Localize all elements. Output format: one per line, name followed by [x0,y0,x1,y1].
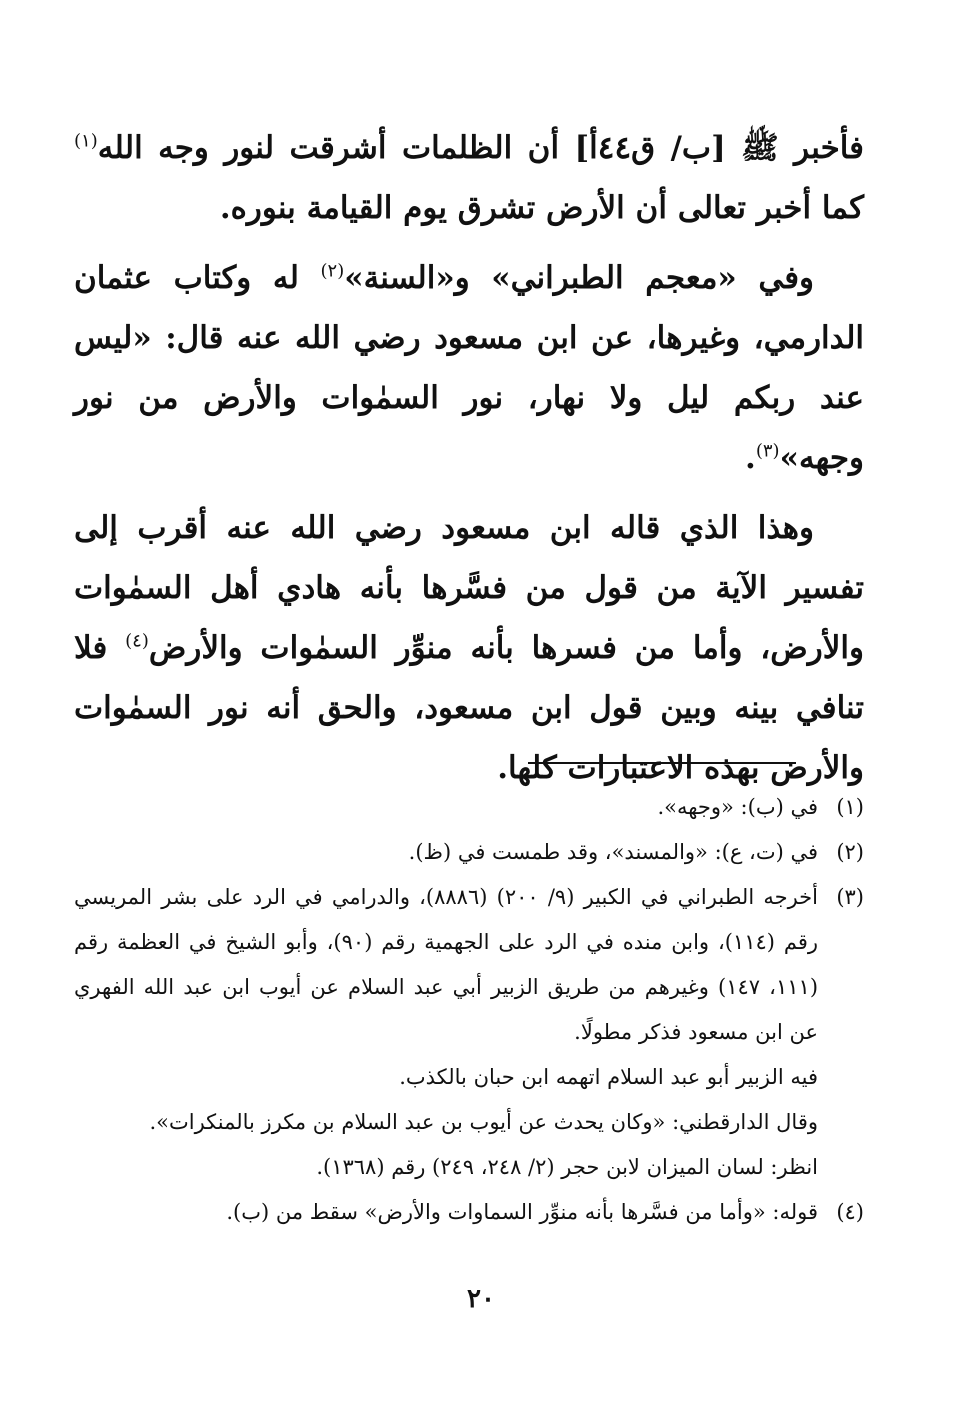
paragraph-2-text-b: له وكتاب عثمان الدارمي، وغيرها، عن ابن مسعود رضي الله عنه قال: «ليس عند ربكم ليل ولا نهار، نور السمٰوات والأرض من نور وجهه» [74,260,864,476]
footnote-3 [74,875,864,1190]
footnote-ref-4[interactable]: (٤) [125,630,149,652]
footnote-separator [528,762,796,764]
footnote-number: (٣) [836,885,864,909]
footnote-4 [74,1190,864,1235]
footnote-line: في (ت، ع): «والمسند»، وقد طمست في (ظ). [408,840,818,864]
footnote-ref-3[interactable]: (٣) [755,440,780,462]
paragraph-1-text-a: فأخبر ﷺ [ب/ ق٤٤أ] أن الظلمات أشرقت لنور وجه الله [97,130,864,166]
footnotes [74,785,864,1235]
footnote-text [74,785,818,830]
footnote-text [74,1190,818,1235]
paragraph-2 [74,248,864,488]
paragraph-1 [74,118,864,238]
footnote-number: (١) [836,795,864,819]
footnote-line: في (ب): «وجهه». [657,795,818,819]
footnote-line: وقال الدارقطني: «وكان يحدث عن أيوب بن عبد السلام بن مكرز بالمنكرات». [149,1110,818,1134]
footnote-2 [74,830,864,875]
main-text [74,118,864,808]
paragraph-3 [74,498,864,798]
paragraph-1-text-b: كما أخبر تعالى أن الأرض تشرق يوم القيامة بنوره. [219,190,864,226]
paragraph-2-text-a: وفي «معجم الطبراني» و«السنة» [344,260,815,296]
page-number: ٢٠ [467,1284,495,1314]
footnote-line: فيه الزبير أبو عبد السلام اتهمه ابن حبان بالكذب. [399,1065,818,1089]
footnote-number: (٤) [836,1200,864,1224]
footnote-line: قوله: «وأما من فسَّرها بأنه منوِّر السماوات والأرض» سقط من (ب). [226,1200,818,1224]
footnote-text [74,830,818,875]
footnote-text [74,875,818,1190]
paragraph-3-text-a: وهذا الذي قاله ابن مسعود رضي الله عنه أقرب إلى تفسير الآية من قول من فسَّرها بأنه هادي أهل السمٰوات والأرض، وأما من فسرها بأنه منوِّر السمٰوات والأرض [74,510,864,666]
paragraph-3-text-b: فلا تنافي بينه وبين قول ابن مسعود، والحق أنه نور السمٰوات والأرض بهذه الاعتبارات كلها. [74,630,864,786]
footnote-1 [74,785,864,830]
paragraph-2-text-c: . [745,440,756,476]
footnote-line: انظر: لسان الميزان لابن حجر (٢/ ٢٤٨، ٢٤٩) رقم (١٣٦٨). [316,1155,818,1179]
footnote-ref-2[interactable]: (٢) [320,260,345,282]
footnote-number: (٢) [836,840,864,864]
footnote-line: أخرجه الطبراني في الكبير (٩/ ٢٠٠) (٨٨٨٦)، والدرامي في الرد على بشر المريسي رقم (١١٤)، وابن منده في الرد على الجهمية رقم (٩٠)، وأبو الشيخ في العظمة رقم (١١١، ١٤٧) وغيرهم من طريق الزبير أبي عبد السلام عن أيوب ابن عبد الله الفهري عن ابن مسعود فذكر مطولًا. [74,885,819,1044]
footnote-ref-1[interactable]: (١) [74,130,98,152]
